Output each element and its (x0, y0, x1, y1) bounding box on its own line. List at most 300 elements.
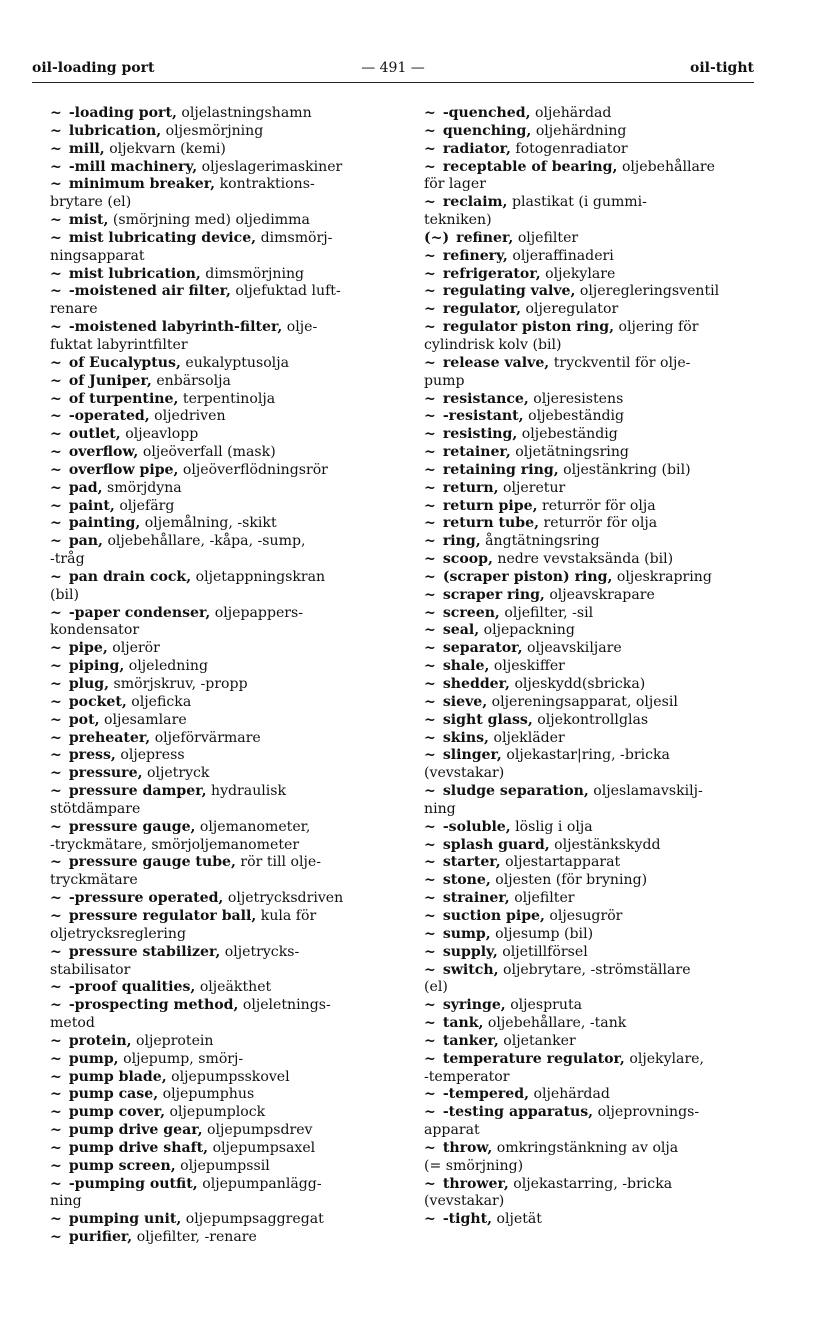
entry-term: -proof qualities, (68, 979, 196, 996)
dictionary-entry (50, 854, 388, 872)
entry-term: regulator, (442, 301, 522, 318)
entry-definition: oljebehållare, -kåpa, -sump, (107, 533, 306, 550)
entry-definition: oljesump (bil) (495, 925, 594, 942)
entry-term: sump, (442, 925, 491, 942)
entry-continuation: stötdämpare (50, 800, 141, 817)
tilde-icon: ~ (424, 818, 436, 835)
entry-continuation: ning (424, 800, 456, 817)
entry-definition: kula för (260, 907, 317, 924)
dictionary-entry (50, 426, 388, 444)
tilde-icon: ~ (50, 283, 62, 300)
tilde-icon: ~ (424, 1211, 436, 1228)
entry-term: screen, (442, 604, 500, 621)
entry-term: skins, (442, 729, 489, 746)
entry-term: pressure gauge tube, (68, 854, 236, 871)
tilde-icon: ~ (50, 372, 62, 389)
dictionary-entry (424, 515, 759, 533)
tilde-icon: ~ (424, 444, 436, 461)
tilde-icon: ~ (50, 533, 62, 550)
entry-term: pressure stabilizer, (68, 943, 221, 960)
dictionary-entry (50, 908, 388, 926)
entry-continuation: för lager (424, 176, 486, 193)
entry-term: -pressure operated, (68, 890, 224, 907)
dictionary-entry (424, 141, 759, 159)
entry-term: switch, (442, 961, 499, 978)
tilde-icon: ~ (424, 997, 436, 1014)
tilde-icon: ~ (424, 426, 436, 443)
dictionary-entry (50, 105, 388, 123)
entry-continuation: -tråg (50, 551, 85, 568)
entry-term: pressure gauge, (68, 818, 196, 835)
entry-term: quenching, (442, 122, 532, 139)
entry-term: -tight, (442, 1211, 493, 1228)
entry-term: plug, (68, 676, 110, 692)
entry-term: pump cover, (68, 1104, 166, 1121)
tilde-icon: ~ (50, 979, 62, 996)
dictionary-entry (50, 783, 388, 801)
dictionary-entry (50, 480, 388, 498)
dictionary-entry (50, 747, 388, 765)
entry-continuation: fuktat labyrintfilter (50, 336, 188, 353)
entry-definition: hydraulisk (211, 783, 287, 800)
tilde-icon: ~ (50, 1068, 62, 1085)
entry-definition: oljeregulator (525, 301, 619, 318)
tilde-icon: ~ (50, 765, 62, 782)
entry-definition: oljemanometer, (199, 818, 311, 835)
tilde-icon: ~ (424, 354, 436, 371)
dictionary-entry (50, 212, 388, 230)
entry-definition: rör till olje- (240, 854, 321, 871)
entry-term: mist lubricating device, (68, 229, 257, 246)
entry-definition: oljeslamavskilj- (593, 783, 703, 800)
dictionary-entry (424, 730, 759, 748)
tilde-icon: ~ (50, 319, 62, 336)
tilde-icon: ~ (50, 158, 62, 175)
dictionary-entry (50, 408, 388, 426)
entry-term: thrower, (442, 1175, 509, 1192)
entry-term: minimum breaker, (68, 176, 216, 193)
entry-continuation: cylindrisk kolv (bil) (424, 336, 562, 353)
entry-definition: oljepress (120, 747, 185, 764)
tilde-icon: ~ (50, 854, 62, 871)
tilde-icon: ~ (50, 515, 62, 532)
dictionary-entry (424, 622, 759, 640)
tilde-icon: ~ (50, 390, 62, 407)
dictionary-entry (424, 123, 759, 141)
dictionary-entry (424, 1176, 759, 1194)
entry-definition: smörjdyna (107, 479, 182, 496)
dictionary-entry (424, 676, 759, 694)
dictionary-entry (424, 908, 759, 926)
entry-continuation: (= smörjning) (424, 1157, 524, 1174)
entry-definition: returrör för olja (541, 497, 656, 514)
entry-term: -testing apparatus, (442, 1104, 594, 1121)
entry-definition: olje- (286, 319, 318, 336)
entry-term: throw, (442, 1139, 493, 1156)
dictionary-entry (424, 872, 759, 890)
tilde-icon: ~ (424, 1104, 436, 1121)
entry-term: refrigerator, (442, 265, 541, 282)
entry-continuation: renare (50, 301, 98, 318)
entry-definition: (smörjning med) oljedimma (112, 212, 310, 229)
entry-definition: tryckventil för olje- (553, 354, 691, 371)
dictionary-entry (50, 1104, 388, 1122)
tilde-icon: ~ (424, 551, 436, 568)
entry-definition: oljebeständig (528, 408, 625, 425)
entry-definition: oljebehållare, -tank (487, 1015, 627, 1032)
dictionary-entry (424, 854, 759, 872)
entry-definition: oljeförvärmare (154, 729, 261, 746)
dictionary-entry (424, 319, 759, 337)
tilde-icon: ~ (50, 461, 62, 478)
entry-definition: oljehärdad (535, 105, 612, 121)
tilde-icon: ~ (424, 747, 436, 764)
entry-term: mist, (68, 212, 109, 229)
dictionary-entry (424, 391, 759, 409)
entry-definition: ångtätningsring (485, 533, 600, 550)
entry-continuation: brytare (el) (50, 194, 132, 211)
entry-term: pipe, (68, 640, 108, 657)
entry-term: return pipe, (442, 497, 538, 514)
tilde-icon: ~ (424, 479, 436, 496)
tilde-icon: ~ (50, 658, 62, 675)
entry-definition: oljetrycksdriven (227, 890, 344, 907)
entry-term: outlet, (68, 426, 121, 443)
entry-definition: oljeöverflödningsrör (182, 461, 328, 478)
entry-definition: oljetanker (503, 1032, 576, 1049)
entry-term: shale, (442, 658, 490, 675)
entry-continuation: (bil) (50, 586, 80, 603)
dictionary-entry (50, 1176, 388, 1194)
tilde-icon: ~ (50, 122, 62, 139)
tilde-icon: ~ (424, 247, 436, 264)
entry-definition: oljepumpsdrev (207, 1122, 313, 1139)
entry-definition: oljekylare, (629, 1050, 705, 1067)
tilde-icon: ~ (50, 140, 62, 157)
entry-term: reclaim, (442, 194, 508, 211)
tilde-icon: ~ (50, 1211, 62, 1228)
dictionary-entry (50, 765, 388, 783)
tilde-icon: ~ (50, 568, 62, 585)
dictionary-entry (424, 926, 759, 944)
tilde-icon: ~ (424, 783, 436, 800)
entry-term: tanker, (442, 1032, 499, 1049)
entry-definition: enbärsolja (156, 372, 231, 389)
dictionary-entry (50, 266, 388, 284)
tilde-icon: ~ (50, 818, 62, 835)
tilde-icon: ~ (50, 1050, 62, 1067)
entry-term: return, (442, 479, 499, 496)
dictionary-entry (424, 551, 759, 569)
entry-definition: oljekontrollglas (537, 711, 649, 728)
entry-term: -pumping outfit, (68, 1175, 198, 1192)
entry-definition: oljekastarring, -bricka (513, 1175, 673, 1192)
dictionary-entry (424, 159, 759, 177)
entry-term: radiator, (442, 140, 511, 157)
entry-term: press, (68, 747, 116, 764)
right-column (424, 105, 759, 1229)
entry-definition: oljebrytare, -strömställare (502, 961, 691, 978)
entry-definition: oljeretur (503, 479, 566, 496)
tilde-icon: ~ (424, 836, 436, 853)
entry-continuation: metod (50, 1015, 95, 1032)
entry-term: purifier, (68, 1229, 133, 1246)
entry-definition: oljepumphus (162, 1086, 255, 1103)
entry-term: -resistant, (442, 408, 524, 425)
entry-term: scoop, (442, 551, 493, 568)
entry-definition: oljepump, smörj- (123, 1050, 244, 1067)
tilde-icon: ~ (424, 854, 436, 871)
tilde-icon: ~ (424, 961, 436, 978)
dictionary-entry (424, 105, 759, 123)
tilde-icon: ~ (424, 622, 436, 639)
dictionary-entry (424, 301, 759, 319)
entry-term: -moistened labyrinth-filter, (68, 319, 283, 336)
entry-definition: fotogenradiator (515, 140, 628, 157)
dictionary-entry (50, 1051, 388, 1069)
entry-term: refiner, (456, 229, 514, 246)
dictionary-entry (50, 997, 388, 1015)
entry-continuation: (vevstakar) (424, 1193, 505, 1210)
dictionary-entry (50, 498, 388, 516)
entry-definition: oljetätningsring (515, 444, 629, 461)
entry-definition: eukalyptusolja (185, 354, 289, 371)
entry-term: pot, (68, 711, 100, 728)
entry-definition: oljefilter (514, 890, 575, 907)
tilde-icon: ~ (50, 783, 62, 800)
tilde-icon: ~ (424, 729, 436, 746)
entry-term: pan, (68, 533, 103, 550)
entry-definition: oljeskydd(sbricka) (514, 676, 646, 692)
tilde-icon: ~ (50, 1157, 62, 1174)
entry-term: pump drive shaft, (68, 1139, 209, 1156)
dictionary-entry (424, 1140, 759, 1158)
entry-definition: oljehärdad (533, 1086, 610, 1103)
tilde-icon: ~ (50, 640, 62, 657)
dictionary-entry (424, 355, 759, 373)
entry-definition: oljeraffinaderi (512, 247, 614, 264)
tilde-icon: ~ (50, 1139, 62, 1156)
tilde-icon: ~ (424, 158, 436, 175)
dictionary-entry (424, 819, 759, 837)
tilde-icon: ~ (424, 533, 436, 550)
entry-term: splash guard, (442, 836, 550, 853)
entry-definition: oljetappningskran (195, 568, 326, 585)
entry-continuation: tekniken) (424, 212, 492, 229)
tilde-icon: ~ (50, 479, 62, 496)
entry-definition: oljeprovnings- (597, 1104, 700, 1121)
tilde-icon: ~ (424, 408, 436, 425)
tilde-icon: ~ (424, 640, 436, 657)
tilde-icon: ~ (424, 194, 436, 211)
entry-definition: oljepumpsskovel (171, 1068, 290, 1085)
entry-definition: oljetrycks- (224, 943, 300, 960)
tilde-icon: ~ (424, 568, 436, 585)
entry-term: protein, (68, 1032, 132, 1049)
entry-term: resistance, (442, 390, 529, 407)
tilde-icon: ~ (424, 907, 436, 924)
entry-definition: oljepumpsaggregat (185, 1211, 324, 1228)
tilde-icon: ~ (50, 604, 62, 621)
entry-term: syringe, (442, 997, 506, 1014)
entry-continuation: (vevstakar) (424, 765, 505, 782)
tilde-icon: ~ (424, 390, 436, 407)
dictionary-entry (50, 658, 388, 676)
tilde-icon: ~ (50, 890, 62, 907)
header-first-headword: oil-loading port (32, 60, 155, 76)
entry-definition: oljestartapparat (505, 854, 621, 871)
entry-definition: dimsmörjning (205, 265, 305, 282)
dictionary-entry (50, 1211, 388, 1229)
entry-term: -mill machinery, (68, 158, 198, 175)
entry-continuation: stabilisator (50, 961, 131, 978)
entry-term: piping, (68, 658, 125, 675)
tilde-icon: ~ (424, 140, 436, 157)
tilde-icon: ~ (50, 997, 62, 1014)
dictionary-entry (424, 462, 759, 480)
entry-definition: oljestänkskydd (554, 836, 661, 853)
entry-definition: oljekvarn (kemi) (109, 140, 226, 157)
entry-definition: oljeäkthet (199, 979, 272, 996)
tilde-icon: ~ (50, 1122, 62, 1139)
dictionary-entry (424, 248, 759, 266)
entry-continuation: oljetrycksreglering (50, 925, 187, 942)
entry-definition: oljefuktad luft- (235, 283, 341, 300)
entry-term: -loading port, (68, 105, 177, 121)
tilde-icon: ~ (424, 1086, 436, 1103)
dictionary-entry (50, 1086, 388, 1104)
dictionary-entry (50, 1229, 388, 1247)
dictionary-entry (50, 141, 388, 159)
tilde-icon: ~ (50, 711, 62, 728)
dictionary-entry (424, 266, 759, 284)
entry-definition: oljepappers- (214, 604, 304, 621)
entry-definition: oljebeständig (521, 426, 618, 443)
entry-definition: oljestänkring (bil) (563, 461, 691, 478)
entry-definition: oljemålning, -skikt (144, 515, 277, 532)
entry-definition: oljering för (618, 319, 699, 336)
entry-term: mist lubrication, (68, 265, 201, 282)
header-last-headword: oil-tight (689, 60, 754, 76)
dictionary-entry (424, 194, 759, 212)
entry-definition: oljeresistens (533, 390, 624, 407)
entry-term: suction pipe, (442, 907, 545, 924)
entry-definition: oljekläder (493, 729, 565, 746)
entry-term: receptable of bearing, (442, 158, 618, 175)
tilde-icon: ~ (424, 890, 436, 907)
entry-continuation: ningsapparat (50, 247, 145, 264)
dictionary-entry (50, 1140, 388, 1158)
dictionary-entry (424, 997, 759, 1015)
entry-term: refinery, (442, 247, 508, 264)
entry-term: pump screen, (68, 1157, 176, 1174)
entry-definition: oljeprotein (135, 1032, 214, 1049)
entry-definition: oljerör (112, 640, 160, 657)
entry-term: sight glass, (442, 711, 533, 728)
entry-definition: oljedriven (154, 408, 226, 425)
tilde-icon: ~ (50, 693, 62, 710)
entry-continuation: tryckmätare (50, 872, 138, 889)
tilde-icon: ~ (424, 122, 436, 139)
entry-definition: oljepumpanlägg- (202, 1175, 322, 1192)
tilde-icon: ~ (424, 301, 436, 318)
dictionary-entry (50, 1122, 388, 1140)
entry-definition: oljeavlopp (125, 426, 199, 443)
entry-continuation: -tryckmätare, smörjoljemanometer (50, 836, 300, 853)
tilde-icon: ~ (50, 1104, 62, 1121)
entry-continuation: ning (50, 1193, 82, 1210)
dictionary-entry (424, 944, 759, 962)
entry-term: (scraper piston) ring, (442, 568, 613, 585)
left-column (50, 105, 388, 1247)
dictionary-entry (50, 605, 388, 623)
tilde-icon: ~ (50, 1175, 62, 1192)
entry-term: preheater, (68, 729, 151, 746)
entry-definition: oljepumplock (169, 1104, 266, 1121)
entry-definition: oljesten (för bryning) (495, 872, 648, 889)
entry-term: painting, (68, 515, 141, 532)
entry-definition: omkringstänkning av olja (496, 1139, 679, 1156)
entry-term: strainer, (442, 890, 510, 907)
entry-term: pump case, (68, 1086, 159, 1103)
tilde-icon: ~ (50, 176, 62, 193)
tilde-icon: ~ (50, 212, 62, 229)
dictionary-entry (50, 1069, 388, 1087)
tilde-icon: ~ (50, 747, 62, 764)
entry-term: pressure, (68, 765, 143, 782)
tilde-icon: ~ (424, 497, 436, 514)
dictionary-entry (424, 783, 759, 801)
entry-definition: oljeledning (128, 658, 208, 675)
dictionary-entry (424, 962, 759, 980)
dictionary-entry (50, 819, 388, 837)
entry-term: shedder, (442, 676, 510, 692)
entry-definition: oljesmörjning (165, 122, 264, 139)
entry-term: pad, (68, 479, 103, 496)
entry-term: scraper ring, (442, 586, 545, 603)
entry-definition: oljesamlare (103, 711, 187, 728)
entry-definition: oljepumpsaxel (212, 1139, 316, 1156)
dictionary-entry (50, 944, 388, 962)
dictionary-entry (424, 1104, 759, 1122)
dictionary-entry (424, 694, 759, 712)
bracketed-tilde: (~) (424, 229, 450, 246)
tilde-icon: ~ (424, 676, 436, 692)
entry-definition: oljeavskiljare (526, 640, 622, 657)
dictionary-entry (50, 123, 388, 141)
entry-definition: löslig i olja (515, 818, 593, 835)
entry-definition: dimsmörj- (260, 229, 333, 246)
entry-continuation: apparat (424, 1122, 480, 1139)
entry-term: retainer, (442, 444, 511, 461)
entry-definition: oljereningsapparat, oljesil (491, 693, 678, 710)
entry-term: pump blade, (68, 1068, 167, 1085)
entry-definition: oljeskrapring (616, 568, 712, 585)
dictionary-entry (424, 498, 759, 516)
dictionary-entry (50, 515, 388, 533)
dictionary-entry (424, 1051, 759, 1069)
entry-term: resisting, (442, 426, 518, 443)
dictionary-entry (50, 462, 388, 480)
entry-term: of Eucalyptus, (68, 354, 181, 371)
entry-definition: oljeregleringsventil (579, 283, 720, 300)
dictionary-entry (424, 1033, 759, 1051)
tilde-icon: ~ (424, 658, 436, 675)
dictionary-entry (424, 569, 759, 587)
entry-definition: oljehärdning (535, 122, 627, 139)
tilde-icon: ~ (424, 604, 436, 621)
entry-definition: oljetryck (146, 765, 210, 782)
